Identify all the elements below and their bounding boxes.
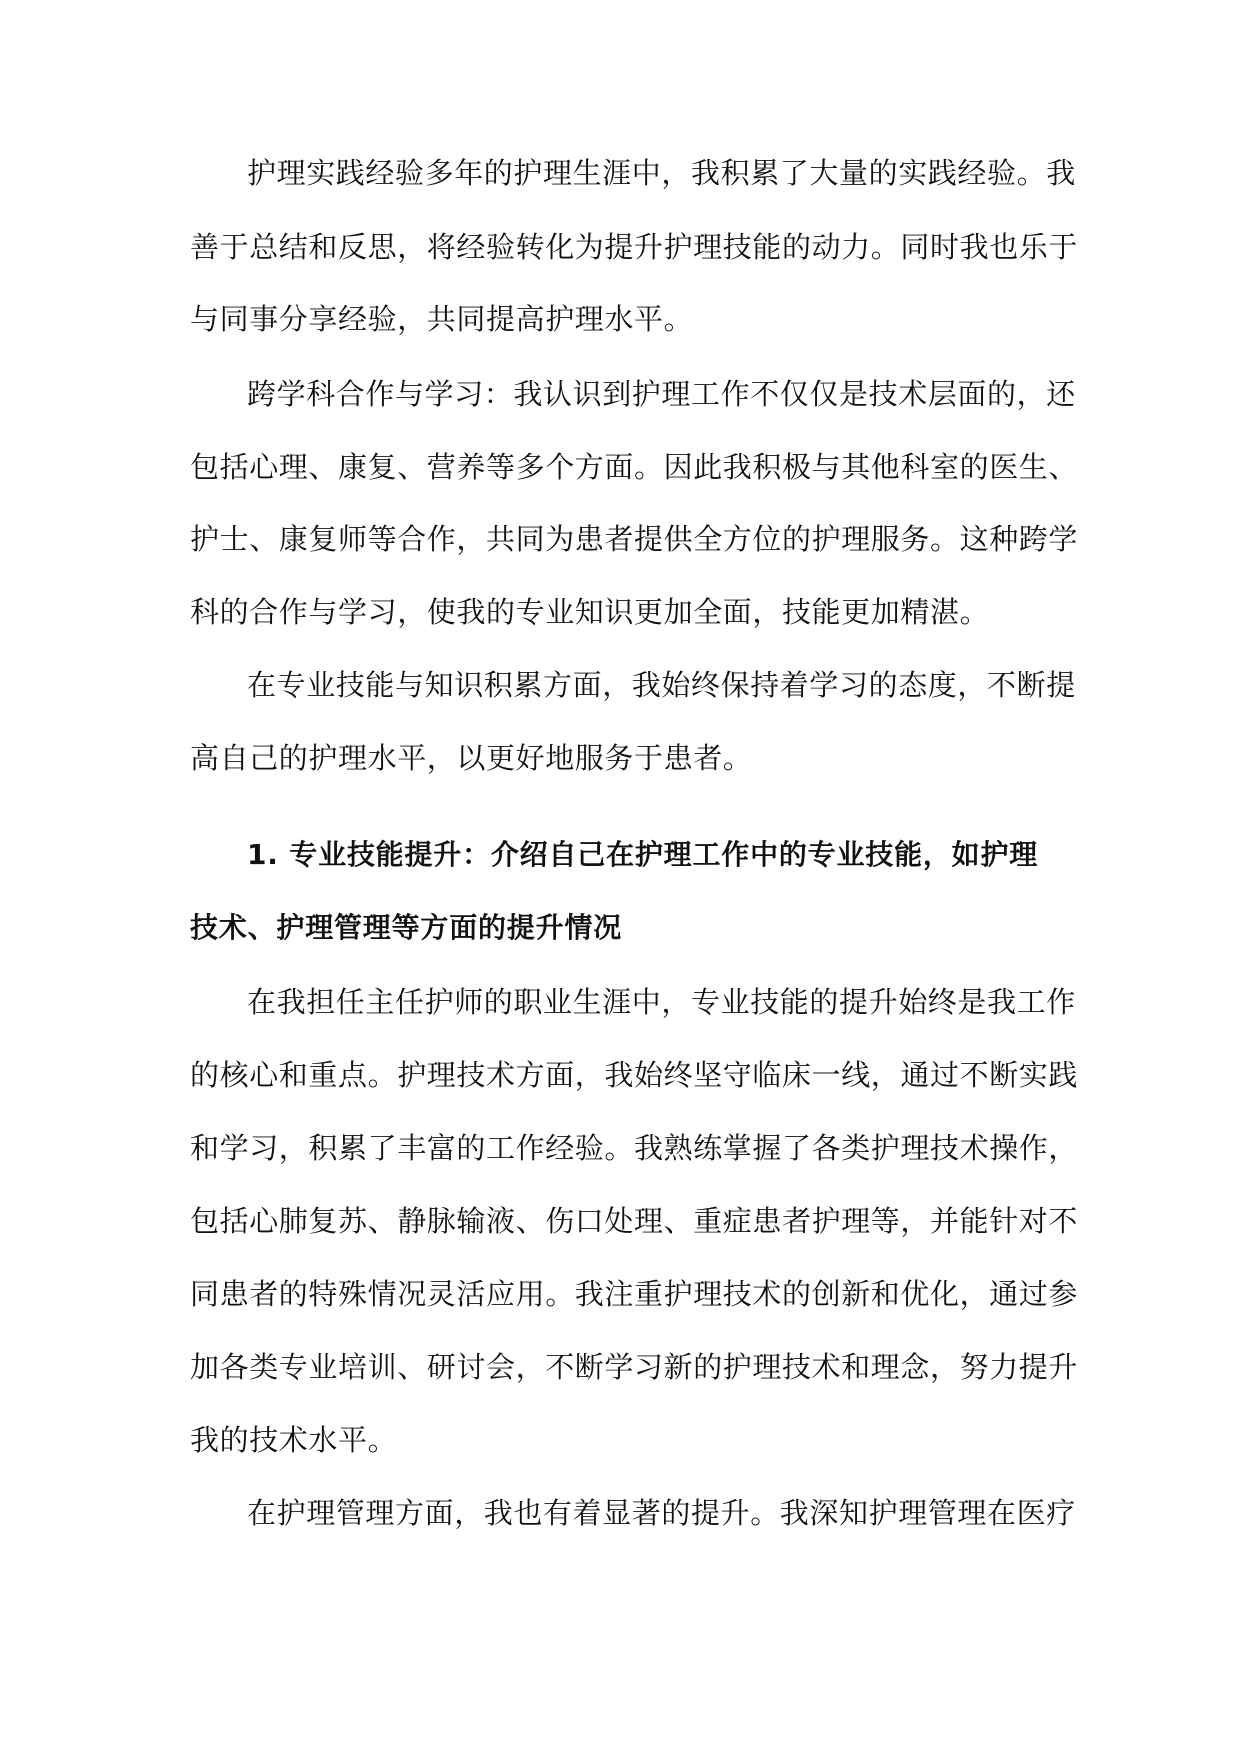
paragraph-line: 在我担任主任护师的职业生涯中，专业技能的提升始终是我工作 (247, 985, 1076, 1019)
paragraph-line: 同患者的特殊情况灵活应用。我注重护理技术的创新和优化，通过参 (190, 1277, 1079, 1311)
paragraph-line: 的核心和重点。护理技术方面，我始终坚守临床一线，通过不断实践 (190, 1058, 1079, 1092)
paragraph-line: 加各类专业培训、研讨会，不断学习新的护理技术和理念，努力提升 (190, 1350, 1079, 1384)
paragraph-line: 包括心肺复苏、静脉输液、伤口处理、重症患者护理等，并能针对不 (190, 1204, 1079, 1238)
paragraph-line: 跨学科合作与学习：我认识到护理工作不仅仅是技术层面的，还 (247, 377, 1076, 411)
paragraph-line: 护士、康复师等合作，共同为患者提供全方位的护理服务。这种跨学 (190, 522, 1079, 556)
paragraph-line: 包括心理、康复、营养等多个方面。因此我积极与其他科室的医生、 (190, 450, 1079, 484)
heading-line: 1. 专业技能提升：介绍自己在护理工作中的专业技能，如护理 (247, 838, 1039, 871)
paragraph-line: 高自己的护理水平，以更好地服务于患者。 (190, 741, 753, 775)
heading-line: 技术、护理管理等方面的提升情况 (190, 911, 623, 944)
paragraph-line: 科的合作与学习，使我的专业知识更加全面，技能更加精湛。 (190, 595, 990, 629)
paragraph-line: 和学习，积累了丰富的工作经验。我熟练掌握了各类护理技术操作， (190, 1131, 1079, 1165)
paragraph-line: 在护理管理方面，我也有着显著的提升。我深知护理管理在医疗 (247, 1496, 1076, 1530)
paragraph-line: 在专业技能与知识积累方面，我始终保持着学习的态度，不断提 (247, 668, 1076, 702)
paragraph-line: 护理实践经验多年的护理生涯中，我积累了大量的实践经验。我 (247, 156, 1076, 190)
paragraph-line: 与同事分享经验，共同提高护理水平。 (190, 302, 694, 336)
paragraph-line: 善于总结和反思，将经验转化为提升护理技能的动力。同时我也乐于 (190, 230, 1079, 264)
paragraph-line: 我的技术水平。 (190, 1423, 398, 1457)
